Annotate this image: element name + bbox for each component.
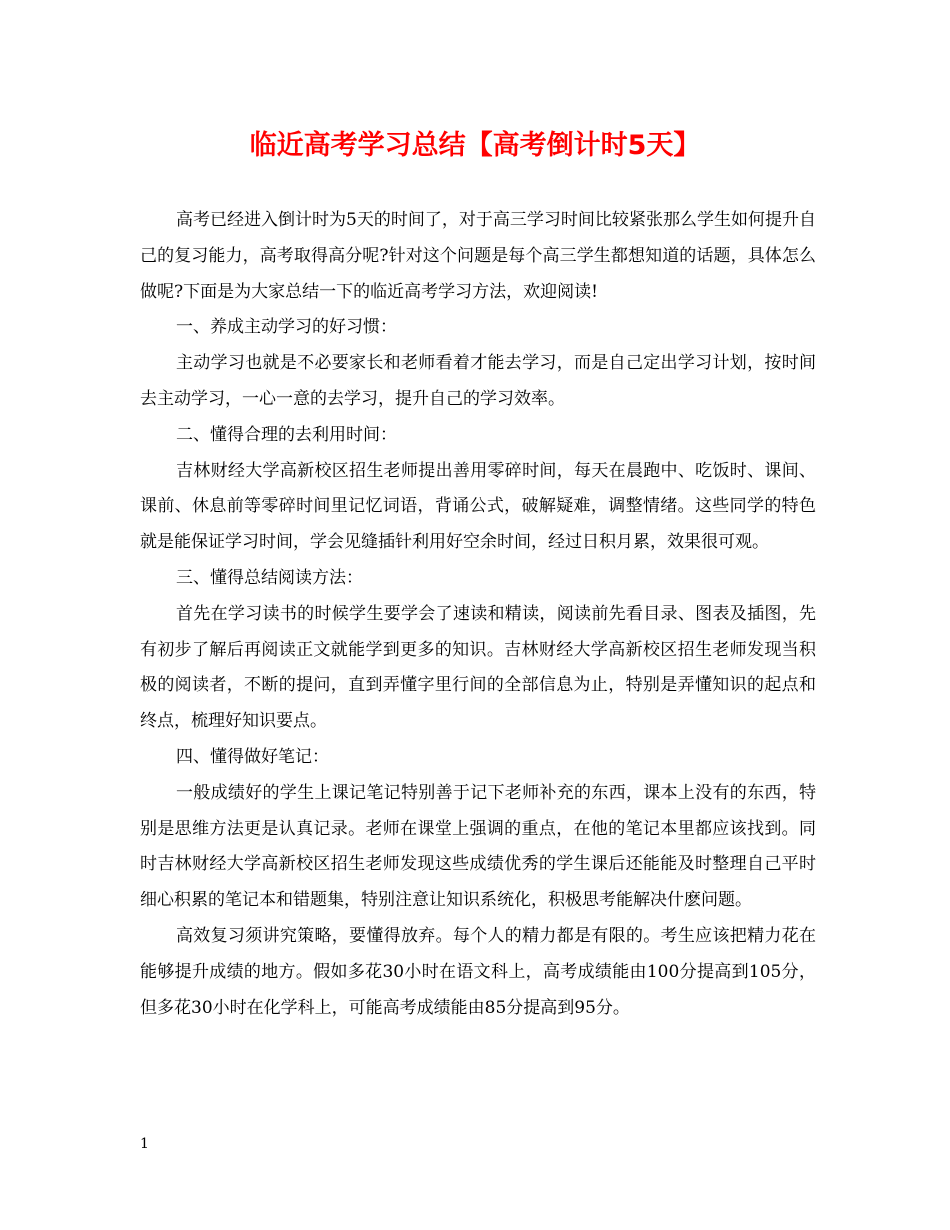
document-title: 临近高考学习总结【高考倒计时5天】 xyxy=(249,130,701,161)
heading-section-2: 二、懂得合理的去利用时间： xyxy=(176,424,397,445)
heading-section-4: 四、懂得做好笔记： xyxy=(176,746,329,767)
paragraph-strategy: 高效复习须讲究策略，要懂得放弃。每个人的精力都是有限的。考生应该把精力花在能够提升成绩的地方。假如多花30小时在语文科上，高考成绩能由100分提高到105分，但多花30小时在化学科上，可能高考成绩能由85分提高到95分。 xyxy=(140,925,816,1018)
page-number: 1 xyxy=(140,1136,149,1152)
paragraph-section-2: 吉林财经大学高新校区招生老师提出善用零碎时间，每天在晨跑中、吃饭时、课间、课前、休息前等零碎时间里记忆词语，背诵公式，破解疑难，调整情绪。这些同学的特色就是能保证学习时间，学会见缝插针利用好空余时间，经过日积月累，效果很可观。 xyxy=(140,460,816,553)
paragraph-intro: 高考已经进入倒计时为5天的时间了，对于高三学习时间比较紧张那么学生如何提升自己的复习能力，高考取得高分呢?针对这个问题是每个高三学生都想知道的话题，具体怎么做呢?下面是为大家总结一下的临近高考学习方法，欢迎阅读! xyxy=(140,210,816,302)
document-body xyxy=(140,203,816,1026)
paragraph-section-1: 主动学习也就是不必要家长和老师看着才能去学习，而是自己定出学习计划，按时间去主动学习，一心一意的去学习，提升自己的学习效率。 xyxy=(140,353,816,409)
heading-section-1: 一、养成主动学习的好习惯： xyxy=(176,317,397,338)
paragraph-section-4: 一般成绩好的学生上课记笔记特别善于记下老师补充的东西，课本上没有的东西，特别是思维方法更是认真记录。老师在课堂上强调的重点，在他的笔记本里都应该找到。同时吉林财经大学高新校区招生老师发现这些成绩优秀的学生课后还能能及时整理自己平时细心积累的笔记本和错题集，特别注意让知识系统化，积极思考能解决什麽问题。 xyxy=(140,782,816,911)
heading-section-3: 三、懂得总结阅读方法： xyxy=(176,567,363,588)
paragraph-section-3: 首先在学习读书的时候学生要学会了速读和精读，阅读前先看目录、图表及插图，先有初步了解后再阅读正文就能学到更多的知识。吉林财经大学高新校区招生老师发现当积极的阅读者，不断的提问，直到弄懂字里行间的全部信息为止，特别是弄懂知识的起点和终点，梳理好知识要点。 xyxy=(140,603,816,732)
